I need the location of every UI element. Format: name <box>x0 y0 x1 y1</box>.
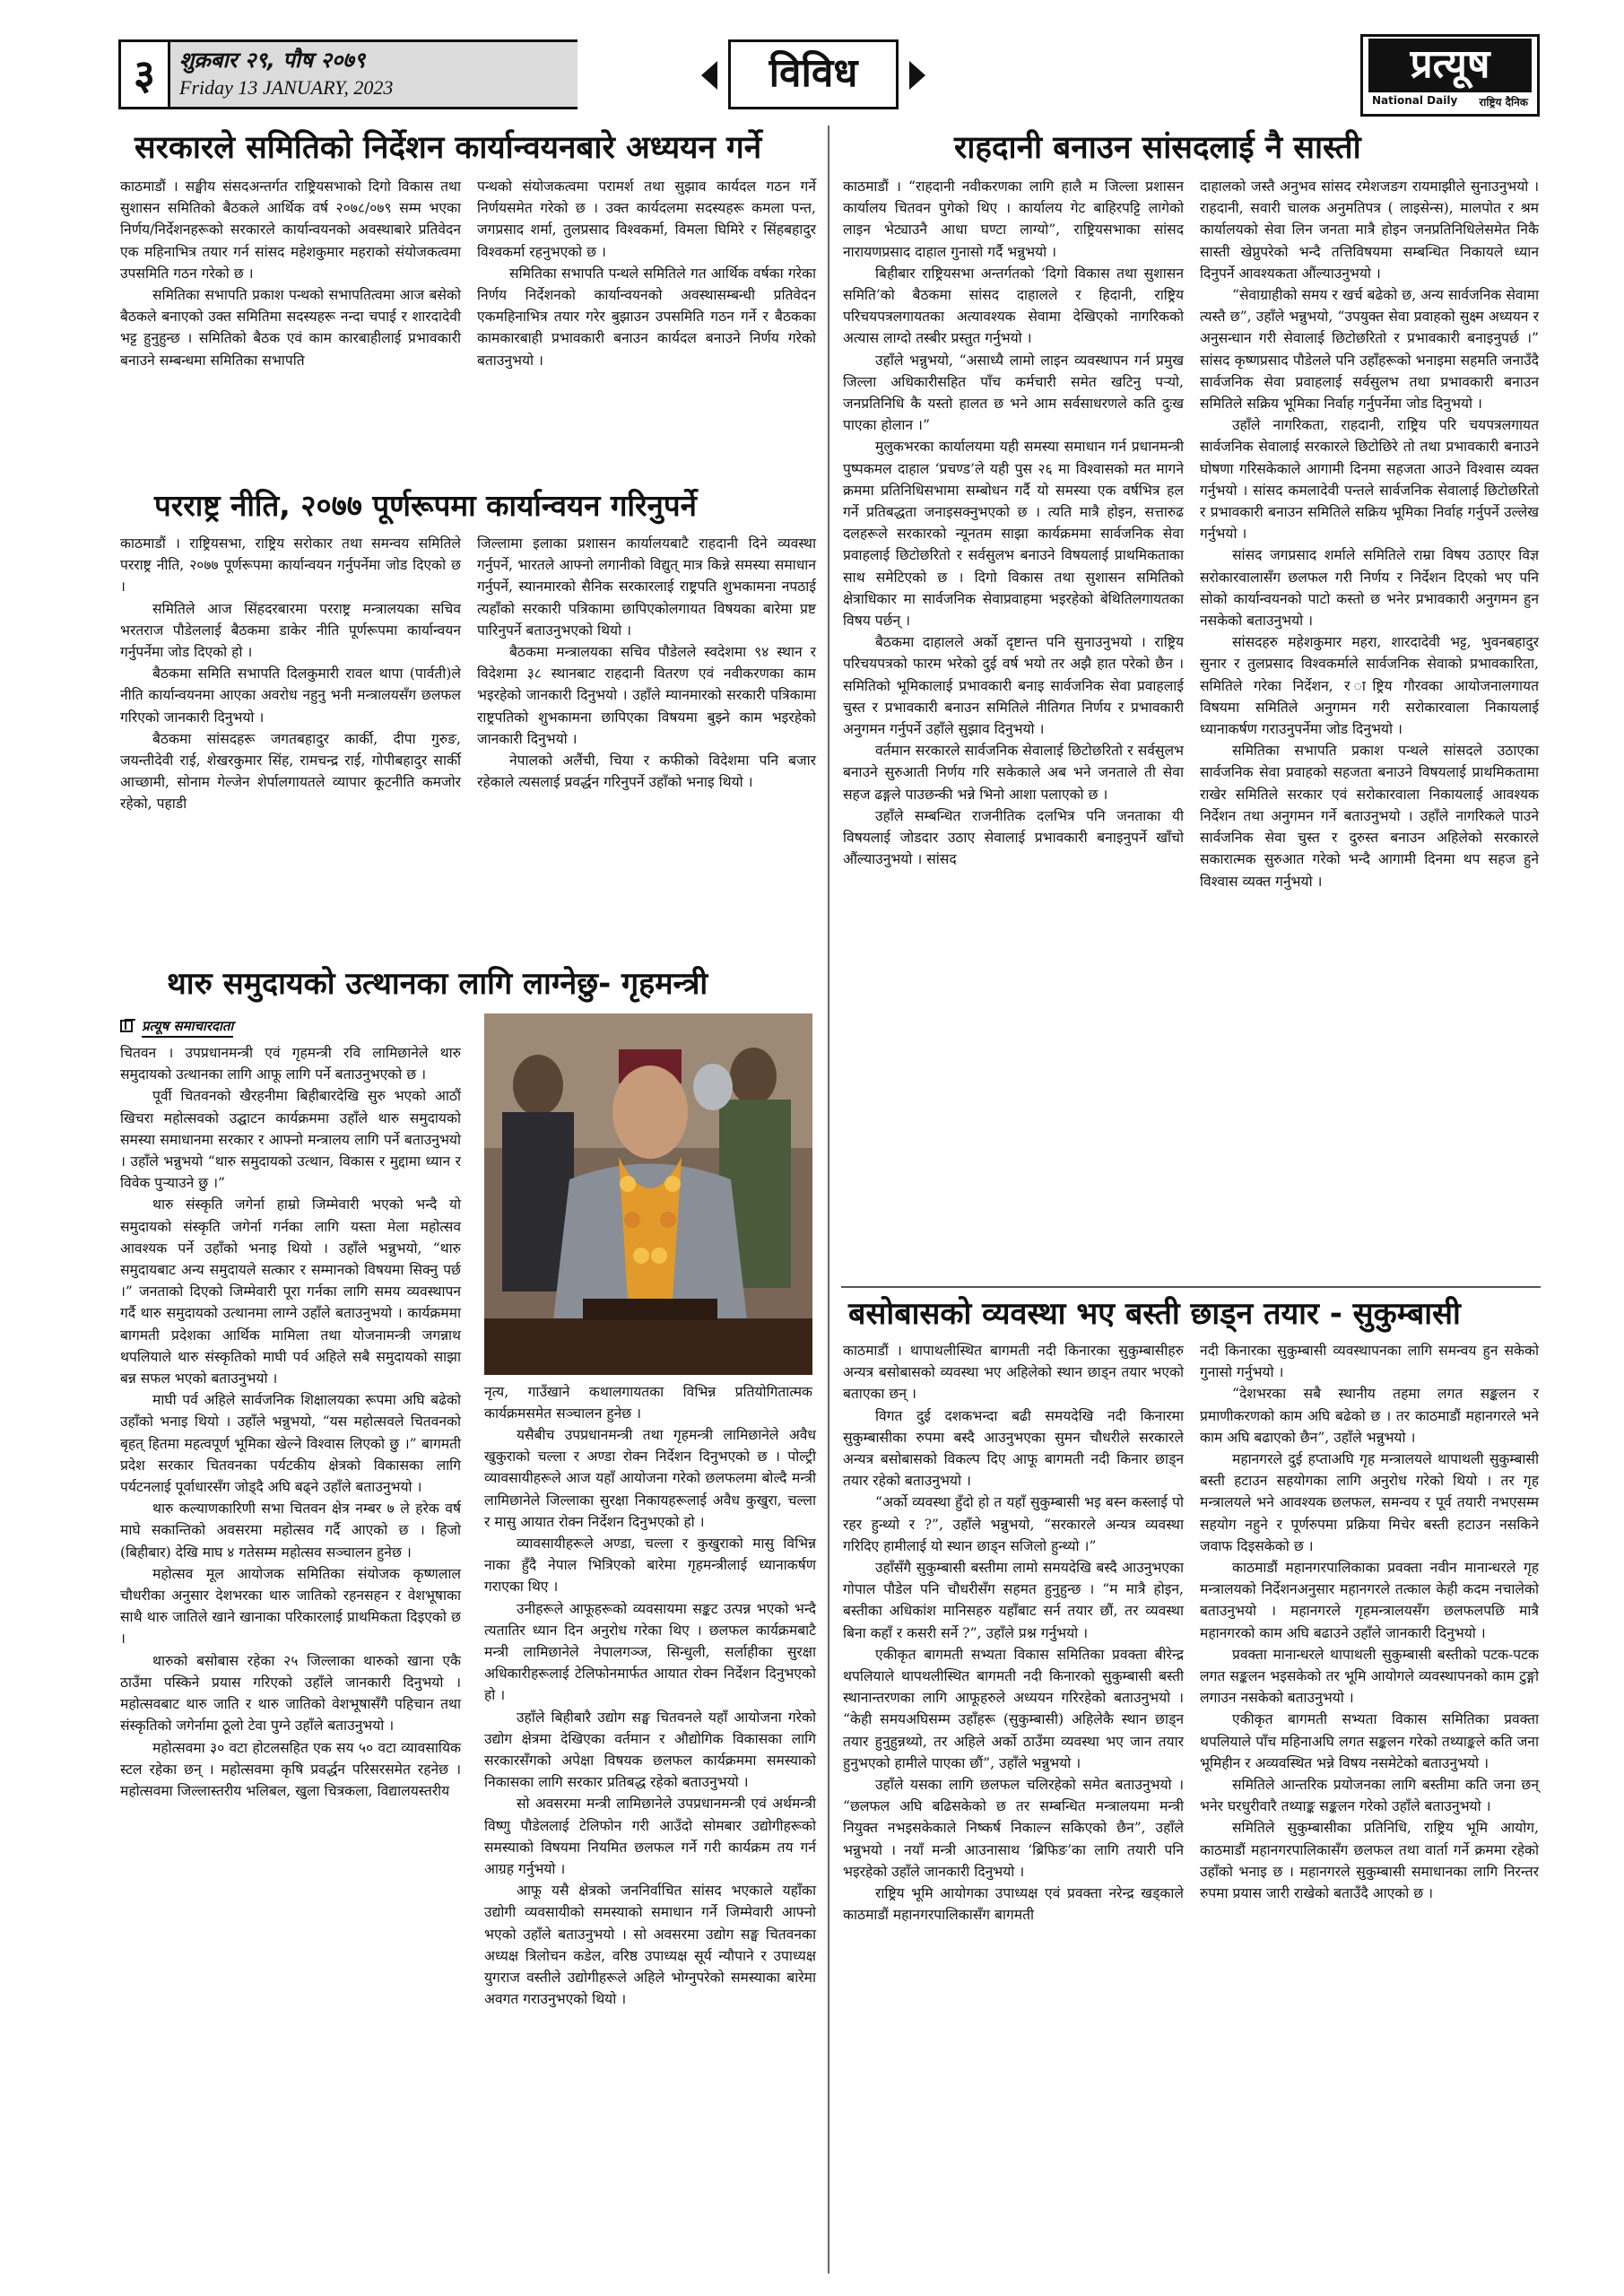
paragraph: समितिले आज सिंहदरबारमा परराष्ट्र मन्त्रालयका सचिव भरतराज पौडेललाई बैठकमा डाकेर नीति पूर्णरूपमा कार्यान्वयन गर्नुपर्नेमा जोड दिएको हो । <box>120 600 461 661</box>
paragraph: “देशभरका सबै स्थानीय तहमा लगत सङ्कलन र प्रमाणीकरणको काम अघि बढेको छ । तर काठमाडौं महानगरले भने काम अघि बढाएको छैन”, उहाँले भन्नुभयो । <box>1200 1386 1539 1446</box>
paragraph: काठमाडौं । “राहदानी नवीकरणका लागि हालै म जिल्ला प्रशासन कार्यालय चितवन पुगेको थिए । कार्यालय गेट बाहिरपट्टि लागेको लाइन भेट्याउनै आधा घण्टा लाग्यो”, राष्ट्रियसभाका सांसद नारायणप्रसाद दाहाल गुनासो गर्दै भन्नुभयो । <box>843 178 1184 260</box>
article1-col1 <box>120 176 461 371</box>
paragraph: उहाँसँगै सुकुम्बासी बस्तीमा लामो समयदेखि बस्दै आउनुभएका गोपाल पौडेल पनि चौधरीसँग सहमत हुनुहुन्छ । “म मात्रै होइन, बस्तीका अधिकांश मानिसहरु यहाँबाट सर्न तयार छौं, तर व्यवस्था बिना कहाँ र कसरी सर्ने ?”, उहाँले प्रश्न गर्नुभयो । <box>843 1560 1184 1641</box>
section-rule <box>841 1286 1541 1288</box>
paragraph: थारुको बसोबास रहेका २५ जिल्लाका थारुको खाना एकै ठाउँमा पस्किने प्रयास गरिएको उहाँले जानकारी दिनुभयो । महोत्सवबाट थारु जाति र थारु जातिको वेशभूषासँगै पहिचान तथा संस्कृतिको जगेर्नामा ठूलो टेवा पुग्ने उहाँले बताउनुभयो । <box>120 1652 461 1735</box>
paragraph: महोत्सवमा ३० वटा होटलसहित एक सय ५० वटा व्यावसायिक स्टल रहेका छन् । महोत्सवमा कृषि प्रवर्द्धन परिसरसमेत रहनेछ । महोत्सवमा जिल्लास्तरीय भलिबल, खुला चित्रकला, विद्यालयस्तरीय <box>120 1739 461 1799</box>
paragraph: प्रवक्ता मानान्धरले थापाथली सुकुम्बासी बस्तीको पटक-पटक लगत सङ्कलन भइसकेको तर भूमि आयोगले व्यवस्थापनको काम टुङ्गो लगाउन नसकेको बताउनुभयो । <box>1200 1646 1539 1707</box>
paragraph: काठमाडौं । राष्ट्रियसभा, राष्ट्रिय सरोकार तथा समन्वय समितिले परराष्ट्र नीति, २०७७ पूर्णरूपमा कार्यान्वयन गर्नुपर्नेमा जोड दिएको छ । <box>120 535 461 596</box>
byline-text: प्रत्यूष समाचारदाता <box>142 1017 233 1038</box>
paragraph: पूर्वी चितवनको खैरहनीमा बिहीबारदेखि सुरु भएको आठौं खिचरा महोत्सवको उद्घाटन कार्यक्रममा उहाँले थारु समुदायको समस्या समाधानमा सरकार र आफ्नो मन्त्रालय लागि पर्ने बताउनुभयो । उहाँले भन्नुभयो “थारु समुदायको उत्थान, विकास र मुद्दामा ध्यान र विवेक पुऱ्याउने छु ।” <box>120 1088 461 1192</box>
paragraph: नदी किनारका सुकुम्बासी व्यवस्थापनका लागि समन्वय हुन सकेको गुनासो गर्नुभयो । <box>1200 1343 1539 1381</box>
paragraph: समितिका सभापति प्रकाश पन्थले सांसदले उठाएका सार्वजनिक सेवा प्रवाहको सहजता बनाउने विषयलाई प्राथमिकतामा राखेर समितिले सरकार एवं सरोकारवाला निकायलाई आवश्यक निर्देशन तथा अनुगमन गर्ने बताउनुभयो । उहाँले नागरिकले पाउने सार्वजनिक सेवा चुस्त र दुरुस्त बनाउन अहिलेको सरकारले सकारात्मक सुरुआत गरेको भन्दै आगामी दिनमा थप सहज हुने विश्वास व्यक्त गर्नुभयो । <box>1200 743 1539 890</box>
masthead-sub-right: राष्ट्रिय दैनिक <box>1479 96 1528 109</box>
paragraph: समितिका सभापति पन्थले समितिले गत आर्थिक वर्षका गरेका निर्णय निर्देशनको कार्यान्वयनको अवस्थासम्बन्धी प्रतिवेदन एकमहिनाभित्र तयार गरेर बुझाउन उपसमिति गठन गर्ने र बैठकका कामकारबाही प्रभावकारी बनाउन कार्यदल बनाउने निर्णय गरेको बताउनुभयो । <box>477 265 816 369</box>
paragraph: महोत्सव मूल आयोजक समितिका संयोजक कृष्णलाल चौधरीका अनुसार देशभरका थारु जातिको रहनसहन र वेशभूषाका साथै थारु जातिले खाने खानाका परिकारलाई प्राथमिकता दिइएको छ । <box>120 1565 461 1648</box>
section-label <box>701 39 925 109</box>
paragraph: थारु संस्कृति जगेर्ना हाम्रो जिम्मेवारी भएको भन्दै यो समुदायको संस्कृति जगेर्ना गर्नका लागि यस्ता मेला महोत्सव आवश्यक पर्ने उहाँको भनाइ थियो । उहाँले भन्नुभयो, “थारु समुदायबाट अन्य समुदायले सत्कार र सम्मानको विषयमा सिक्नु पर्छ ।” जनताको दिएको जिम्मेवारी पूरा गर्नका लागि समय व्यवस्थापन गर्दै थारु समुदायको उत्थानमा लाग्ने उहाँले बताउनुभयो । कार्यक्रममा बागमती प्रदेशका आर्थिक मामिला तथा योजनामन्त्री जगन्नाथ थपलियाले थारु संस्कृतिको माघी पर्व अहिले सबै समुदायको साझा बन्न सफल भएको बताउनुभयो । <box>120 1196 461 1387</box>
paragraph: नेपालको अलैंची, चिया र कफीको विदेशमा पनि बजार रहेकाले त्यसलाई प्रवर्द्धन गरिनुपर्ने उहाँको भनाइ थियो । <box>477 752 816 791</box>
byline-icon <box>120 1020 133 1032</box>
article1-col2 <box>477 176 816 371</box>
article2-col2 <box>477 533 816 793</box>
article4-col1 <box>843 176 1184 871</box>
article3-col1 <box>120 1042 461 1802</box>
paragraph: राष्ट्रिय भूमि आयोगका उपाध्यक्ष एवं प्रवक्ता नरेन्द्र खड्काले काठमाडौं महानगरपालिकासँग बागमती <box>843 1885 1184 1924</box>
paragraph: पन्थको संयोजकत्वमा परामर्श तथा सुझाव कार्यदल गठन गर्ने निर्णयसमेत गरेको छ । उक्त कार्यदलमा सदस्यहरू कमला पन्त, जगप्रसाद शर्मा, तुलप्रसाद विश्वकर्मा, विमला घिमिरे र सिंहबहादुर विश्वकर्मा रहनुभएको छ । <box>477 178 816 260</box>
article4-headline: राहदानी बनाउन सांसदलाई नै सास्ती <box>954 130 1361 166</box>
paragraph: उनीहरूले आफूहरूको व्यवसायमा सङ्कट उत्पन्न भएको भन्दै त्यतातिर ध्यान दिन अनुरोध गरेका थिए । छलफल कार्यक्रमबाटै मन्त्री लामिछानेले नेपालगञ्ज, सिन्धुली, सर्लाहीका सुरक्षा अधिकारीहरूलाई टेलिफोनमार्फत आयात रोक्न निर्देशन दिनुभएको हो । <box>484 1600 816 1704</box>
date-english: Friday 13 JANUARY, 2023 <box>179 76 394 99</box>
article2-col1 <box>120 533 461 815</box>
masthead-sub-left: National Daily <box>1372 94 1458 107</box>
article3-col2 <box>484 1424 816 2010</box>
article4-col2 <box>1200 176 1539 892</box>
article2-headline: परराष्ट्र नीति, २०७७ पूर्णरूपमा कार्यान्वयन गरिनुपर्ने <box>154 488 697 523</box>
arrow-right-icon <box>909 61 925 90</box>
page-header <box>118 34 1540 119</box>
paragraph: विगत दुई दशकभन्दा बढी समयदेखि नदी किनारमा सुकुम्बासीका रुपमा बस्दै आउनुभएका सुमन चौधरीले सरकारले अन्यत्र बसोबासको विकल्प दिए आफू बागमती नदी किनार छाड्न तयार रहेको बताउनुभयो । <box>843 1407 1184 1490</box>
paragraph: बैठकमा मन्त्रालयका सचिव पौडेलले स्वदेशमा ९४ स्थान र विदेशमा ३८ स्थानबाट राहदानी वितरण एवं नवीकरणका काम भइरहेको जानकारी दिनुभयो । उहाँले म्यानमारको सरकारी पत्रिकामा राष्ट्रपतिको शुभकामना छापिएका विषयमा बुझ्ने काम भइरहेको जानकारी दिनुभयो । <box>477 644 816 747</box>
page-number: ३ <box>118 39 170 109</box>
article3-headline: थारु समुदायको उत्थानका लागि लाग्नेछु- गृहमन्त्री <box>167 966 708 1002</box>
paragraph: काठमाडौं । थापाथलीस्थित बागमती नदी किनारका सुकुम्बासीहरु अन्यत्र बसोबासको व्यवस्था भए अहिलेको स्थान छाड्न तयार भएको बताएका छन् । <box>843 1343 1184 1403</box>
masthead-logo: प्रत्यूष <box>1368 39 1532 92</box>
masthead <box>1360 34 1540 117</box>
paragraph: चितवन । उपप्रधानमन्त्री एवं गृहमन्त्री रवि लामिछानेले थारु समुदायको उत्थानका लागि आफू लागि पर्ने बताउनुभएको छ । <box>120 1045 461 1083</box>
article5-col1 <box>843 1340 1184 1926</box>
paragraph: उहाँले सम्बन्धित राजनीतिक दलभित्र पनि जनताका यी विषयलाई जोडदार उठाए सेवालाई प्रभावकारी बनाइनुपर्ने खाँचो औंल्याउनुभयो । सांसद <box>843 807 1184 868</box>
paragraph: समितिका सभापति प्रकाश पन्थको सभापतित्वमा आज बसेको बैठकले बनाएको उक्त समितिमा सदस्यहरू नन्दा चपाई र शारदादेवी भट्ट हुनुहुन्छ । समितिको बैठक एवं काम कारबाहीलाई प्रभावकारी बनाउने सम्बन्धमा समितिका सभापति <box>120 287 461 369</box>
paragraph: व्यावसायीहरूले अण्डा, चल्ला र कुखुराको मासु विभिन्न नाका हुँदै नेपाल भित्रिएको बारेमा गृहमन्त्रीलाई ध्यानाकर्षण गराएका थिए । <box>484 1535 816 1596</box>
article5-col2 <box>1200 1340 1539 1904</box>
paragraph: उहाँले बिहीबारै उद्योग सङ्घ चितवनले यहाँ आयोजना गरेको उद्योग क्षेत्रमा देखिएका वर्तमान र औद्योगिक विकासका लागि सरकारसँगको अपेक्षा विषयक छलफल कार्यक्रममा समस्याको निकासका लागि सरकार प्रतिबद्ध रहेको बताउनुभयो । <box>484 1709 816 1791</box>
paragraph: मुलुकभरका कार्यालयमा यही समस्या समाधान गर्न प्रधानमन्त्री पुष्पकमल दाहाल ‘प्रचण्ड’ले यही पुस २६ मा विश्वासको मत मागने क्रममा प्रतिनिधिसभामा सम्बोधन गर्दै यो समस्या एक वर्षभित्र हल गर्ने प्रतिबद्धता जनाइसक्नुभएको छ । त्यति मात्रै होइन, सत्तारुढ दलहरूले सरकारको न्यूनतम साझा कार्यक्रममा सार्वजनिक सेवा प्रवाहलाई छिटोछरितो र सर्वसुलभ बनाउने विषयलाई प्राथमिकताका साथ समेटिएको छ । दिगो विकास तथा सुशासन समितिको क्षेत्राधिकार मा सार्वजनिक सेवाप्रवाहमा भइरहेको बेथितिलगायतका विषय पर्छन् । <box>843 439 1184 630</box>
paragraph: बैठकमा दाहालले अर्को दृष्टान्त पनि सुनाउनुभयो । राष्ट्रिय परिचयपत्रको फारम भरेको दुई वर्ष भयो तर अझै हात परेको छैन । समितिको भूमिकालाई प्रभावकारी बनाइ सार्वजनिक सेवा प्रवाहलाई चुस्त र प्रभावकारी बनाउन समितिले नीतिगत निर्णय र प्रभावकारी अनुगमन गर्नुपर्ने उहाँले सुझाव दिनुभयो । <box>843 634 1184 738</box>
paragraph: वर्तमान सरकारले सार्वजनिक सेवालाई छिटोछरितो र सर्वसुलभ बनाउने सुरुआती निर्णय गरि सकेकाले अब भने जनताले ती सेवा सहज ढङ्गले पाउछन्की भन्ने भिनो आशा पलाएको छ । <box>843 743 1184 803</box>
date-nepali: शुक्रबार २९, पौष २०७९ <box>179 48 366 73</box>
paragraph: बैठकमा सांसदहरू जगतबहादुर कार्की, दीपा गुरुङ, जयन्तीदेवी राई, शेखरकुमार सिंह, रामचन्द्र राई, गोपीबहादुर सार्की आच्छामी, सोनाम गेल्जेन शेर्पालगायतले व्यापार कूटनीति कमजोर रहेको, पहाडी <box>120 730 461 813</box>
paragraph: महानगरले दुई हप्ताअघि गृह मन्त्रालयले थापाथली सुकुम्बासी बस्ती हटाउन सहयोगका लागि अनुरोध गरेको थियो । तर गृह मन्त्रालयले भने आवश्यक छलफल, समन्वय र पूर्व तयारी नभएसम्म सहयोग नहुने र पूर्णरुपमा प्रक्रिया मिचेर बस्ती हटाउन नसकिने जवाफ दिइसकेको छ । <box>1200 1451 1539 1554</box>
minister-photo-illustration <box>484 1013 812 1375</box>
paragraph: उहाँले यसका लागि छलफल चलिरहेको समेत बताउनुभयो । “छलफल अघि बढिसकेको छ तर सम्बन्धित मन्त्रालयमा मन्त्री नियुक्त नभइसकेकाले निष्कर्ष निकाल्न सकिएको छैन”, उहाँले भन्नुभयो । नयाँ मन्त्री आउनासाथ ‘ब्रिफिङ’का लागि तयारी पनि भइरहेको उहाँले जानकारी दिनुभयो । <box>843 1777 1184 1880</box>
paragraph: सांसदहरु महेशकुमार महरा, शारदादेवी भट्ट, भुवनबहादुर सुनार र तुलप्रसाद विश्वकर्माले सार्वजनिक सेवाको प्रभावकारिता, समितिले गरेका निर्देशन, र ाष्ट्रिय गौरवका आयोजनालगायत विषयमा समितिले अनुगमन गरी सरोकारवाला निकायलाई ध्यानाकर्षण गराउनुपर्नेमा जोड दिनुभयो । <box>1200 634 1539 738</box>
paragraph: बिहीबार राष्ट्रियसभा अन्तर्गतको ‘दिगो विकास तथा सुशासन समिति’को बैठकमा सांसद दाहालले र हिदानी, राष्ट्रिय परिचयपत्रलगायतका अत्यावश्यक सेवामा देखिएको नागरिकको अत्यास लाग्दो तस्बीर प्रस्तुत गर्नुभयो । <box>843 265 1184 347</box>
column-divider <box>828 126 829 2274</box>
paragraph: काठमाडौं । सङ्घीय संसदअन्तर्गत राष्ट्रियसभाको दिगो विकास तथा सुशासन समितिको बैठकले आर्थिक वर्ष २०७८/०७९ सम्म भएका निर्णय/निर्देशनहरूको सरकारले कार्यान्वयनको अवस्थाबारे प्रतिवेदन एक महिनाभित्र तयार गर्न सांसद महेशकुमार महराको संयोजकत्वमा उपसमिति गठन गरेको छ । <box>120 178 461 282</box>
paragraph: एकीकृत बागमती सभ्यता विकास समितिका प्रवक्ता थपलियाले पाँच महिनाअघि लगत सङ्कलन गरेको तथ्याङ्कले कति जना भूमिहीन र अव्यवस्थित भन्ने विषय नसमेटेको बताउनुभयो । <box>1200 1711 1539 1771</box>
paragraph: आफू यसै क्षेत्रको जननिर्वाचित सांसद भएकाले यहाँका उद्योगी व्यवसायीको समस्याको समाधान गर्ने जिम्मेवारी आफ्नो भएको उहाँले बताउनुभयो । सो अवसरमा उद्योग सङ्घ चितवनका अध्यक्ष त्रिलोचन कडेल, वरिष्ठ उपाध्यक्ष सूर्य न्यौपाने र उपाध्यक्ष युगराज वस्तीले उद्योगीहरूले अहिले भोग्नुपरेको समस्याका बारेमा अवगत गराउनुभएको थियो । <box>484 1883 816 2008</box>
paragraph: सांसद जगप्रसाद शर्माले समितिले राम्रा विषय उठाएर विज्ञ सरोकारवालासँग छलफल गरी निर्णय र निर्देशन दिएको भए पनि सोको कार्यान्वयनको पाटो कस्तो छ भनेर प्रभावकारी अनुगमन हुन नसकेको बताउनुभयो । <box>1200 547 1539 630</box>
paragraph: थारु कल्याणकारिणी सभा चितवन क्षेत्र नम्बर ७ ले हरेक वर्ष माघे सकान्तिको अवसरमा महोत्सव गर्दै आएको छ । हिजो (बिहीबार) देखि माघ ४ गतेसम्म महोत्सव सञ्चालन हुनेछ । <box>120 1500 461 1561</box>
paragraph: “सेवाग्राहीको समय र खर्च बढेको छ, अन्य सार्वजनिक सेवामा त्यस्तै छ”, उहाँले भन्नुभयो, “उपयुक्त सेवा प्रवाहको सुक्ष्म अध्ययन र अनुसन्धान गरी सेवालाई छिटोछरितो र प्रभावकारी बनाइनुपर्छ ।” सांसद कृष्णप्रसाद पौडेलले पनि उहाँहरूको भनाइमा सहमति जनाउँदै सार्वजनिक सेवा प्रवाहलाई सर्वसुलभ तथा प्रभावकारी बनाउन समितिले सक्रिय भूमिका निर्वाह गर्नुपर्नेमा जोड दिनुभयो । <box>1200 287 1539 413</box>
paragraph: यसैबीच उपप्रधानमन्त्री तथा गृहमन्त्री लामिछानेले अवैध खुकुराको चल्ला र अण्डा रोक्न निर्देशन दिनुभएको छ । पोल्ट्री व्यावसायीहरूले आज यहाँ आयोजना गरेको छलफलमा बोल्दै मन्त्री लामिछानेले जिल्लाका सुरक्षा निकायहरूलाई अवैध कुखुरा, चल्ला र मासु आयात रोक्न निर्देशन दिनुभएको हो । <box>484 1427 816 1530</box>
paragraph: उहाँले नागरिकता, राहदानी, राष्ट्रिय परि चयपत्रलगायत सार्वजनिक सेवालाई सरकारले छिटोछिरे तो तथा प्रभावकारी बनाउने घोषणा गरिसकेकाले आगामी दिनमा सहजता आउने विश्वास व्यक्त गर्नुभयो । सांसद कमलादेवी पन्तले सार्वजनिक सेवालाई छिटोछरितो र प्रभावकारी बनाउन समितिले सक्रिय भूमिका निर्वाह गर्नुपर्ने उल्लेख गर्नुभयो । <box>1200 417 1539 543</box>
section-name: विविध <box>728 39 899 109</box>
arrow-left-icon <box>701 61 717 90</box>
paragraph: काठमाडौं महानगरपालिकाका प्रवक्ता नवीन मानान्धरले गृह मन्त्रालयको निर्देशनअनुसार महानगरले तत्काल केही कदम नचालेको बताउनुभयो । महानगरले गृहमन्त्रालयसँग छलफलपछि मात्रै महानगरको काम अघि बढाउने उहाँले जानकारी दिनुभयो । <box>1200 1560 1539 1641</box>
article5-headline: बसोबासको व्यवस्था भए बस्ती छाड्न तयार - सुकुम्बासी <box>848 1296 1461 1332</box>
photo-caption: नृत्य, गाउँखाने कथालगायतका विभिन्न प्रतियोगितात्मक कार्यक्रमसमेत सञ्चालन हुनेछ । <box>484 1384 812 1422</box>
news-photo <box>484 1013 812 1375</box>
paragraph: “अर्को व्यवस्था हुँदो हो त यहाँ सुकुम्बासी भइ बस्न कस्लाई पो रहर हुन्थ्यो र ?”, उहाँले भन्नुभयो, “सरकारले अन्यत्र व्यवस्था गरिदिए हामीलाई यो स्थान छाड्न सजिलो हुन्थ्यो ।” <box>843 1494 1184 1554</box>
paragraph: समितिले आन्तरिक प्रयोजनका लागि बस्तीमा कति जना छन् भनेर घरधुरीवारै तथ्याङ्क सङ्कलन गरेको उहाँले बताउनुभयो । <box>1200 1777 1539 1815</box>
paragraph: एकीकृत बागमती सभ्यता विकास समितिका प्रवक्ता बीरेन्द्र थपलियाले थापथलीस्थित बागमती नदी किनारको सुकुम्बासी बस्ती स्थानान्तरणका लागि आफूहरुले अध्ययन गरिरहेको बताउनुभयो । “केही समयअघिसम्म उहाँहरू (सुकुम्बासी) अहिलेकै स्थान छाड्न तयार हुनुहुन्नथ्यो, तर अहिले अर्को ठाउँमा व्यवस्था भए जान तयार हुनुभएको हामीले पाएका छौं”, उहाँले भन्नुभयो । <box>843 1646 1184 1771</box>
byline <box>120 1017 470 1039</box>
article1-headline: सरकारले समितिको निर्देशन कार्यान्वयनबारे अध्ययन गर्ने <box>135 130 762 166</box>
paragraph: जिल्लामा इलाका प्रशासन कार्यालयबाटै राहदानी दिने व्यवस्था गर्नुपर्ने, भारतले आफ्नो लगानीको विद्युत् मात्र किन्ने समस्या समाधान गर्नुपर्ने, स्यानमारको सैनिक सरकारलाई राष्ट्रपति शुभकामना नपठाई त्यहाँको सरकारी पत्रिकामा छापिएकोलगायत विषयका बारेमा प्रष्ट पारिनुपर्ने बताउनुभएको थियो । <box>477 535 816 639</box>
paragraph: माघी पर्व अहिले सार्वजनिक शिक्षालयका रूपमा अघि बढेको उहाँको भनाइ थियो । उहाँले भन्नुभयो, “यस महोत्सवले चितवनको बृहत् हितमा महत्वपूर्ण भूमिका खेल्ने विश्वास लिएको छु ।” बागमती प्रदेश सरकार चितवनका पर्यटकीय क्षेत्रको विकासका लागि पर्यटनलाई पूर्वाधारसँग जोड्दै अघि बढ्ने उहाँले बताउनुभयो । <box>120 1392 461 1496</box>
masthead-sub <box>1368 92 1532 112</box>
paragraph: बैठकमा समिति सभापति दिलकुमारी रावल थापा (पार्वती)ले नीति कार्यान्वयनमा आएका अवरोध नहुनु भनी मन्त्रालयसँग छलफल गरिएको जानकारी दिनुभयो । <box>120 665 461 726</box>
date-box <box>170 39 578 109</box>
paragraph: उहाँले भन्नुभयो, “असाध्यै लामो लाइन व्यवस्थापन गर्न प्रमुख जिल्ला अधिकारीसहित पाँच कर्मचारी समेत खटिनु पऱ्यो, जनप्रतिनिधि कै यस्तो हालत छ भने आम सर्वसाधरणले कति दुःख पाएका होलान ।” <box>843 352 1184 434</box>
paragraph: समितिले सुकुम्बासीका प्रतिनिधि, राष्ट्रिय भूमि आयोग, काठमाडौं महानगरपालिकासँग छलफल तथा वार्ता गर्ने क्रममा रहेको उहाँको भनाइ छ । महानगरले सुकुम्बासी समाधानका लागि निरन्तर रुपमा प्रयास जारी राखेको बताउँदै आएको छ । <box>1200 1820 1539 1902</box>
paragraph: सो अवसरमा मन्त्री लामिछानेले उपप्रधानमन्त्री एवं अर्थमन्त्री विष्णु पौडेललाई टेलिफोन गरी आउँदो सोमबार उद्योगीहरूको समस्याको विषयमा नियमित छलफल गर्ने गरी कार्यक्रम तय गर्न आग्रह गर्नुभयो । <box>484 1796 816 1878</box>
paragraph: दाहालको जस्तै अनुभव सांसद रमेशजङग रायमाझीले सुनाउनुभयो । राहदानी, सवारी चालक अनुमतिपत्र ( लाइसेन्स), मालपोत र श्रम कार्यालयको सेवा लिन जनता मात्रै होइन जनप्रतिनिधिलेसमेत निकै सास्ती खेप्नुपरेको भन्दै तत्तिविषयमा सम्बन्धित निकायले ध्यान दिनुपर्ने आवश्यकता औंल्याउनुभयो । <box>1200 178 1539 282</box>
